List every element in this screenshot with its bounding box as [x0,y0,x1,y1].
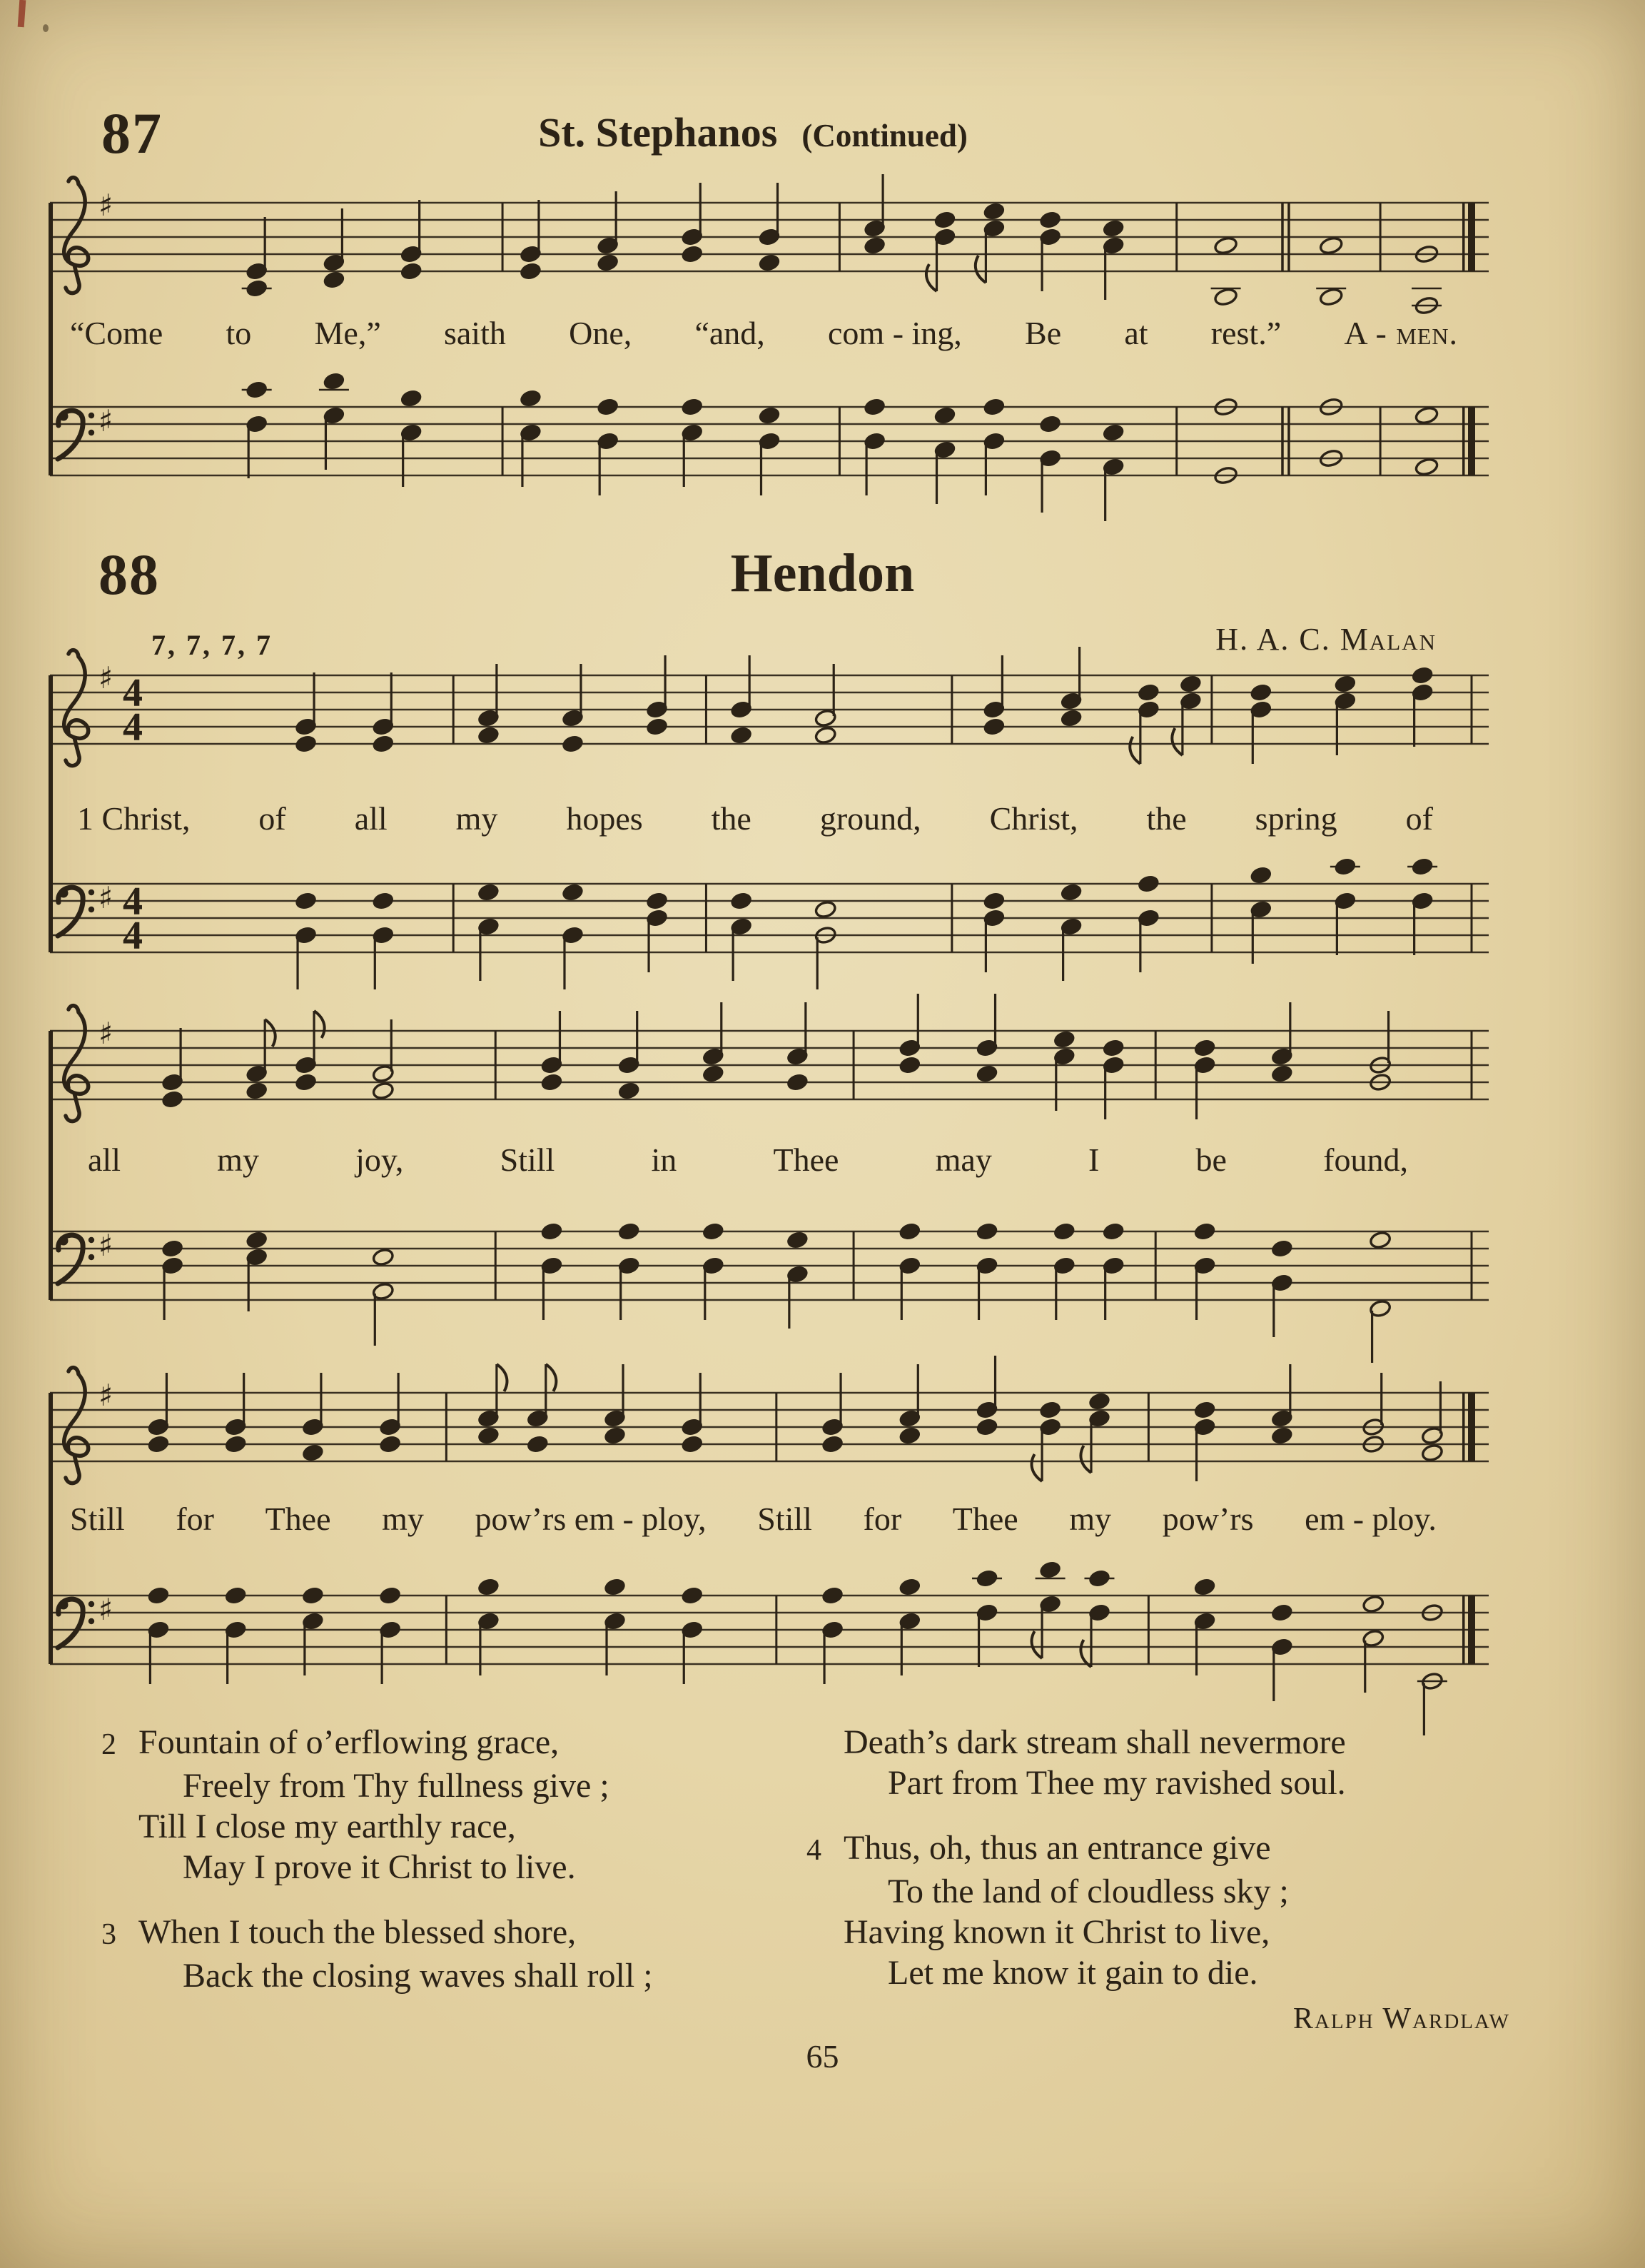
hymn-87-subtitle: (Continued) [801,118,968,153]
verse-text: Freely from Thy fullness give ; [183,1767,609,1805]
lyric-syllable: em - ploy. [1305,1501,1437,1537]
verses-left-column [101,1722,790,1996]
staff-87-treble [49,171,1490,314]
verse-line [806,1912,1513,1952]
verse-number [806,1871,844,1912]
lyric-syllable: ground, [819,800,921,837]
hymn-88-number: 88 [98,542,160,607]
lyric-syllable: Thee [773,1141,839,1178]
svg-text:♯: ♯ [98,403,113,438]
verse-line [101,1806,790,1847]
lyric-syllable: found, [1323,1141,1408,1178]
verse-text: Death’s dark stream shall nevermore [844,1723,1346,1761]
staff-88-1-bass [49,852,1490,995]
verse-gap [806,1803,1513,1828]
staff-88-1-treble [49,644,1490,787]
lyric-syllable: my [217,1141,259,1178]
system-hymn-88-line1 [49,644,1490,995]
staff-88-3-treble [49,1361,1490,1504]
verse-number: 4 [806,1834,821,1867]
lyric-syllable: to [226,315,252,351]
verse-text: Fountain of o’erflowing grace, [138,1723,560,1761]
lyric-syllable: of [1405,800,1433,837]
lyrics-87 [70,314,1458,352]
verse-line [101,1912,790,1955]
svg-text:♯: ♯ [98,880,113,915]
lyric-syllable: of [258,800,286,837]
lyrics-88-line2 [88,1141,1408,1179]
verse-gap [101,1888,790,1912]
staff-88-2-bass [49,1200,1490,1343]
lyric-syllable: hopes [566,800,643,837]
verses-right-rows [806,1722,1513,1993]
lyric-syllable: Still [757,1501,812,1537]
verse-number [806,1952,844,1993]
verse-number [101,1955,138,1996]
lyric-syllable: pow’rs [1162,1501,1254,1537]
lyric-syllable: rest.” [1210,315,1282,351]
verse-text: Back the closing waves shall roll ; [183,1957,653,1995]
lyric-syllable: be [1195,1141,1227,1178]
verse-line [101,1847,790,1888]
svg-text:♯: ♯ [98,1228,113,1263]
lyric-syllable: for [863,1501,902,1537]
hymn-87-title-row [343,109,1163,156]
verse-text: When I touch the blessed shore, [138,1913,577,1951]
svg-text:4: 4 [123,880,143,924]
lyric-syllable: Still [70,1501,125,1537]
svg-text:4: 4 [123,671,143,716]
scan-mark-red [18,0,26,27]
staff-87-bass [49,376,1490,518]
svg-text:♯: ♯ [98,1592,113,1627]
verse-text: May I prove it Christ to live. [183,1848,576,1886]
verse-text: Having known it Christ to live, [844,1913,1270,1951]
verse-number [806,1763,844,1803]
verse-number [101,1806,138,1847]
hymn-88-meter: 7, 7, 7, 7 [151,629,273,661]
system-hymn-87 [49,171,1490,518]
lyric-syllable: saith [443,315,506,351]
verse-number [101,1847,138,1888]
hymn-88-composer: H. A. C. Malan [1215,622,1437,657]
lyric-syllable: may [935,1141,992,1178]
system-hymn-88-line3 [49,1361,1490,1707]
lyric-syllable: joy, [355,1141,404,1178]
verse-text: Thus, oh, thus an entrance give [844,1829,1271,1867]
verse-text: To the land of cloudless sky ; [888,1873,1289,1910]
verse-line [806,1763,1513,1803]
lyric-syllable: Thee [265,1501,331,1537]
verse-number [101,1765,138,1806]
verse-line [806,1722,1513,1763]
lyric-syllable: I [1088,1141,1100,1178]
lyric-syllable: “Come [70,315,163,351]
lyric-syllable: for [176,1501,214,1537]
lyric-syllable: 1 Christ, [77,800,191,837]
lyric-syllable: all [88,1141,121,1178]
lyric-syllable: com - ing, [828,315,962,351]
svg-text:♯: ♯ [98,1378,113,1413]
lyric-syllable: spring [1255,800,1337,837]
lyric-syllable: “and, [694,315,765,351]
verse-text: Till I close my earthly race, [138,1808,516,1845]
lyric-syllable: my [382,1501,424,1537]
lyric-syllable: A - men. [1344,315,1458,351]
lyrics-88-line1 [77,800,1433,837]
lyric-syllable: in [651,1141,677,1178]
lyric-syllable: all [354,800,388,837]
lyric-syllable: Still [500,1141,555,1178]
lyrics-88-line3 [70,1500,1437,1538]
scan-mark-dark [43,24,49,32]
verse-line [101,1955,790,1996]
verse-line [806,1828,1513,1871]
lyric-syllable: my [1069,1501,1112,1537]
hymn-87-number: 87 [101,101,163,166]
lyric-syllable: my [455,800,498,837]
page-number: 65 [806,2038,839,2075]
verse-line [806,1952,1513,1993]
svg-text:♯: ♯ [98,1016,113,1051]
verse-author: Ralph Wardlaw [1292,2002,1510,2035]
lyric-syllable: pow’rs em - ploy, [475,1501,707,1537]
hymn-87-title: St. Stephanos [538,109,778,156]
verse-number [806,1722,844,1763]
verse-number [806,1912,844,1952]
verse-text: Part from Thee my ravished soul. [888,1764,1346,1802]
staff-88-2-treble [49,999,1490,1142]
lyric-syllable: the [1146,800,1187,837]
svg-text:♯: ♯ [98,188,113,223]
lyric-syllable: One, [569,315,632,351]
lyric-syllable: Christ, [989,800,1078,837]
lyric-syllable: the [711,800,751,837]
lyric-syllable: at [1124,315,1148,351]
verse-number: 3 [101,1918,116,1951]
svg-text:4: 4 [123,914,143,959]
staff-88-3-bass [49,1564,1490,1707]
svg-text:♯: ♯ [98,660,113,695]
verse-line [101,1722,790,1765]
verse-line [101,1765,790,1806]
verse-text: Let me know it gain to die. [888,1954,1258,1992]
lyric-syllable: Thee [952,1501,1018,1537]
lyric-syllable: Be [1025,315,1062,351]
hymn-88-title: Hendon [730,543,915,603]
svg-text:4: 4 [123,705,143,750]
verses-right-column [806,1722,1513,2040]
verse-line [806,1871,1513,1912]
verse-number: 2 [101,1728,116,1761]
system-hymn-88-line2 [49,999,1490,1343]
lyric-syllable: Me,” [314,315,381,351]
